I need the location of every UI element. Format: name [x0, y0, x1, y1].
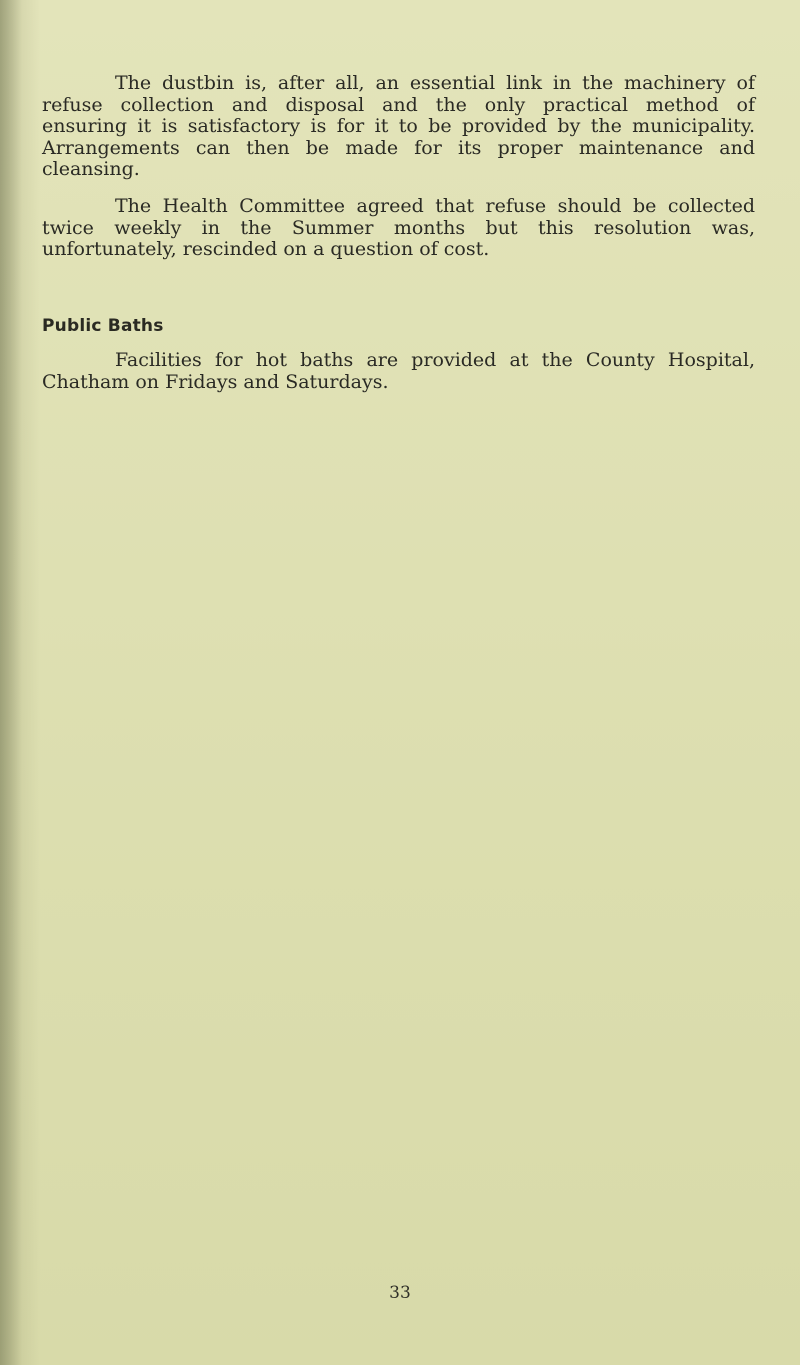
- section-heading-public-baths: Public Baths: [42, 316, 164, 336]
- page-number: 33: [389, 1283, 411, 1303]
- paragraph-public-baths: [42, 350, 755, 393]
- text-line: cleansing.: [42, 158, 140, 180]
- text-line: ensuring it is satisfactory is for it to be provided by the municipality.: [42, 115, 755, 137]
- text-line: Arrangements can then be made for its proper maintenance and: [42, 136, 755, 159]
- text-line: Facilities for hot baths are provided at the County Hospital,: [115, 349, 755, 371]
- paragraph-health-committee: [42, 196, 755, 261]
- text-line: The Health Committee agreed that refuse should be collected: [115, 195, 755, 217]
- paragraph-dustbin: [42, 73, 755, 181]
- text-line: The dustbin is, after all, an essential link in the machinery of: [115, 72, 755, 94]
- text-line: Chatham on Fridays and Saturdays.: [42, 370, 389, 393]
- text-line: twice weekly in the Summer months but this resolution was,: [42, 216, 755, 239]
- text-line: unfortunately, rescinded on a question of cost.: [42, 238, 490, 260]
- text-line: refuse collection and disposal and the only practical method of: [42, 93, 755, 116]
- spine-shadow: [0, 0, 22, 1365]
